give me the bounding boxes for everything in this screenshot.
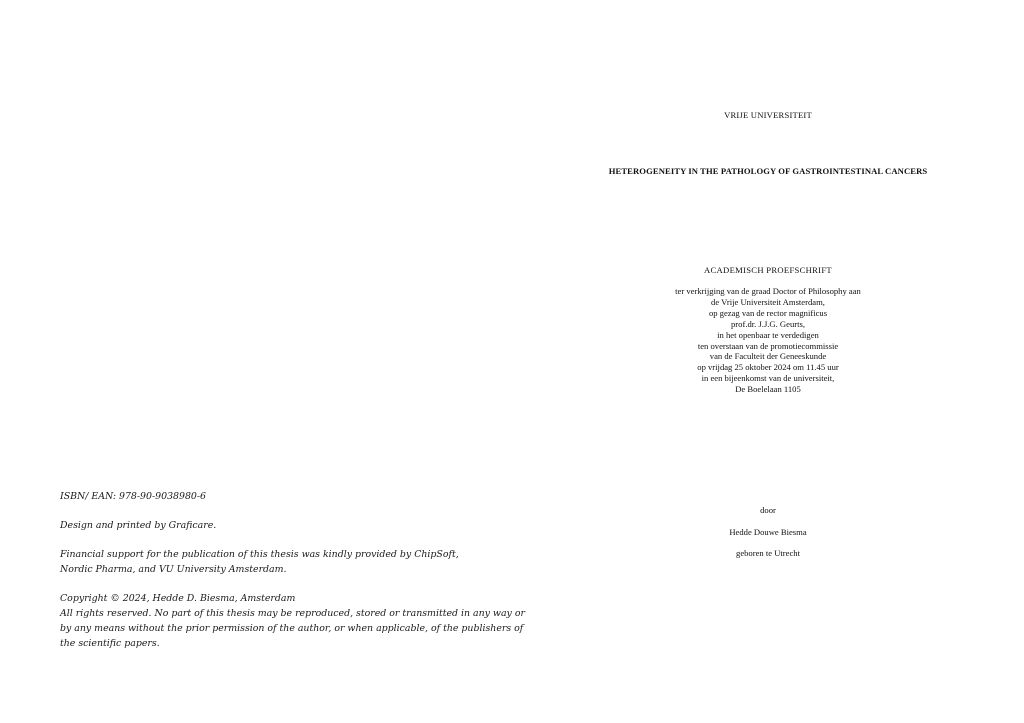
design-credit-text: Design and printed by Graficare.	[60, 520, 217, 531]
promotion-line: ten overstaan van de promotiecommissie	[697, 340, 839, 351]
promotion-line: prof.dr. J.J.G. Geurts,	[731, 318, 805, 329]
design-block	[60, 518, 480, 533]
promotion-line: op gezag van de rector magnificus	[708, 307, 828, 318]
promotion-line: in het openbaar te verdedigen	[717, 329, 819, 340]
rights-line: by any means without the prior permission of the author, or when applicable, of the publishers of	[60, 623, 524, 634]
promotion-line: van de Faculteit der Geneeskunde	[709, 351, 827, 362]
promotion-line: de Vrije Universiteit Amsterdam,	[711, 296, 825, 307]
promotion-line: ter verkrijging van de graad Doctor of Philosophy aan	[675, 286, 861, 296]
thesis-title: HETEROGENEITY IN THE PATHOLOGY OF GASTROINTESTINAL CANCERS	[608, 166, 928, 176]
promotion-line: in een bijeenkomst van de universiteit,	[701, 373, 835, 384]
rights-line: the scientific papers.	[60, 638, 160, 649]
birthplace-text: geboren te Utrecht	[736, 548, 800, 558]
financial-support-block	[60, 547, 480, 577]
colophon	[60, 489, 525, 665]
promotion-line: De Boelelaan 1105	[735, 384, 801, 395]
copyright-line: Copyright © 2024, Hedde D. Biesma, Amsterdam	[60, 593, 296, 604]
promotion-statement	[560, 286, 976, 395]
university-name: VRIJE UNIVERSITEIT	[724, 110, 812, 120]
financial-support-line: Nordic Pharma, and VU University Amsterdam.	[60, 564, 287, 575]
author-name: Hedde Douwe Biesma	[729, 527, 807, 537]
promotion-line: op vrijdag 25 oktober 2024 om 11.45 uur	[697, 362, 839, 373]
by-label: door	[760, 505, 776, 515]
rights-line: All rights reserved. No part of this thesis may be reproduced, stored or transmitted in any way or	[60, 608, 525, 619]
isbn-block	[60, 489, 480, 504]
document-genre: ACADEMISCH PROEFSCHRIFT	[704, 265, 832, 275]
financial-support-line: Financial support for the publication of this thesis was kindly provided by ChipSoft,	[60, 549, 459, 560]
copyright-block	[60, 591, 525, 651]
title-page	[560, 0, 976, 723]
isbn-text: ISBN/ EAN: 978-90-9038980-6	[60, 491, 207, 502]
